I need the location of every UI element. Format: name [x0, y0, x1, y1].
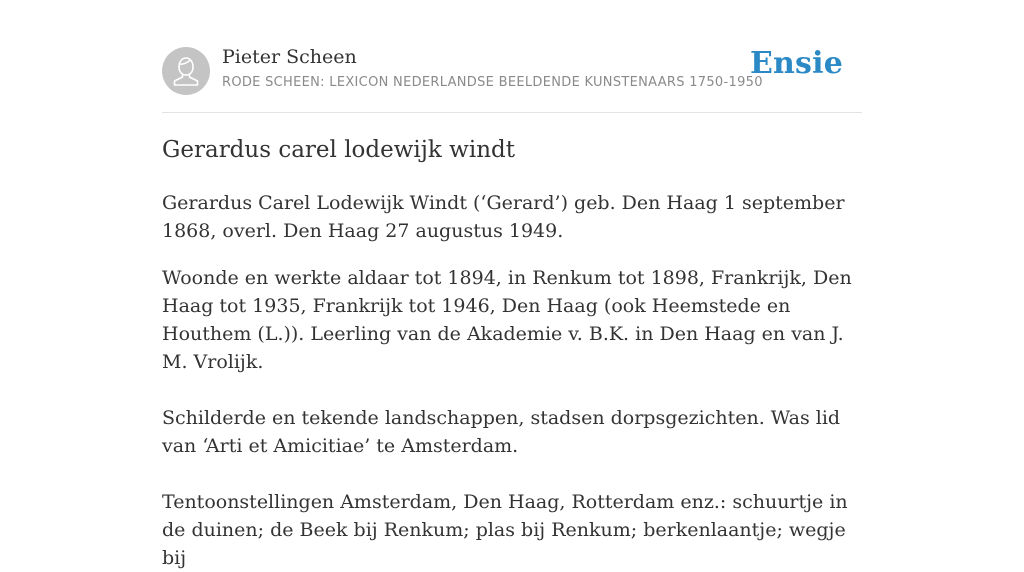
- article-body: [162, 189, 867, 572]
- ensie-logo[interactable]: Ensie: [749, 46, 843, 81]
- page: [162, 0, 862, 569]
- user-avatar-icon: [162, 47, 210, 95]
- source-label[interactable]: RODE SCHEEN: LEXICON NEDERLANDSE BEELDENDE KUNSTENAARS 1750-1950: [222, 75, 763, 90]
- paragraph-3: Schilderde en tekende landschappen, stadsen dorpsgezichten. Was lid van ‘Arti et Amicitiae’ te Amsterdam.: [162, 407, 841, 457]
- header: [162, 0, 862, 113]
- author-avatar[interactable]: [162, 47, 210, 95]
- paragraph-4: Tentoonstellingen Amsterdam, Den Haag, Rotterdam enz.: schuurtje in de duinen; de Beek bij Renkum; plas bij Renkum; berkenlaantje; wegje bij: [162, 491, 848, 569]
- author-name[interactable]: Pieter Scheen: [222, 46, 357, 68]
- article-title: Gerardus carel lodewijk windt: [162, 137, 515, 163]
- paragraph-spacer: [162, 376, 867, 404]
- paragraph-1: Gerardus Carel Lodewijk Windt (‘Gerard’) geb. Den Haag 1 september 1868, overl. Den Haag 27 augustus 1949.: [162, 192, 845, 242]
- paragraph-spacer: [162, 460, 867, 488]
- paragraph-2: Woonde en werkte aldaar tot 1894, in Renkum tot 1898, Frankrijk, Den Haag tot 1935, Frankrijk tot 1946, Den Haag (ook Heemstede en Houthem (L.)). Leerling van de Akademie v. B.K. in Den Haag en van J. M. Vrolijk.: [162, 267, 852, 373]
